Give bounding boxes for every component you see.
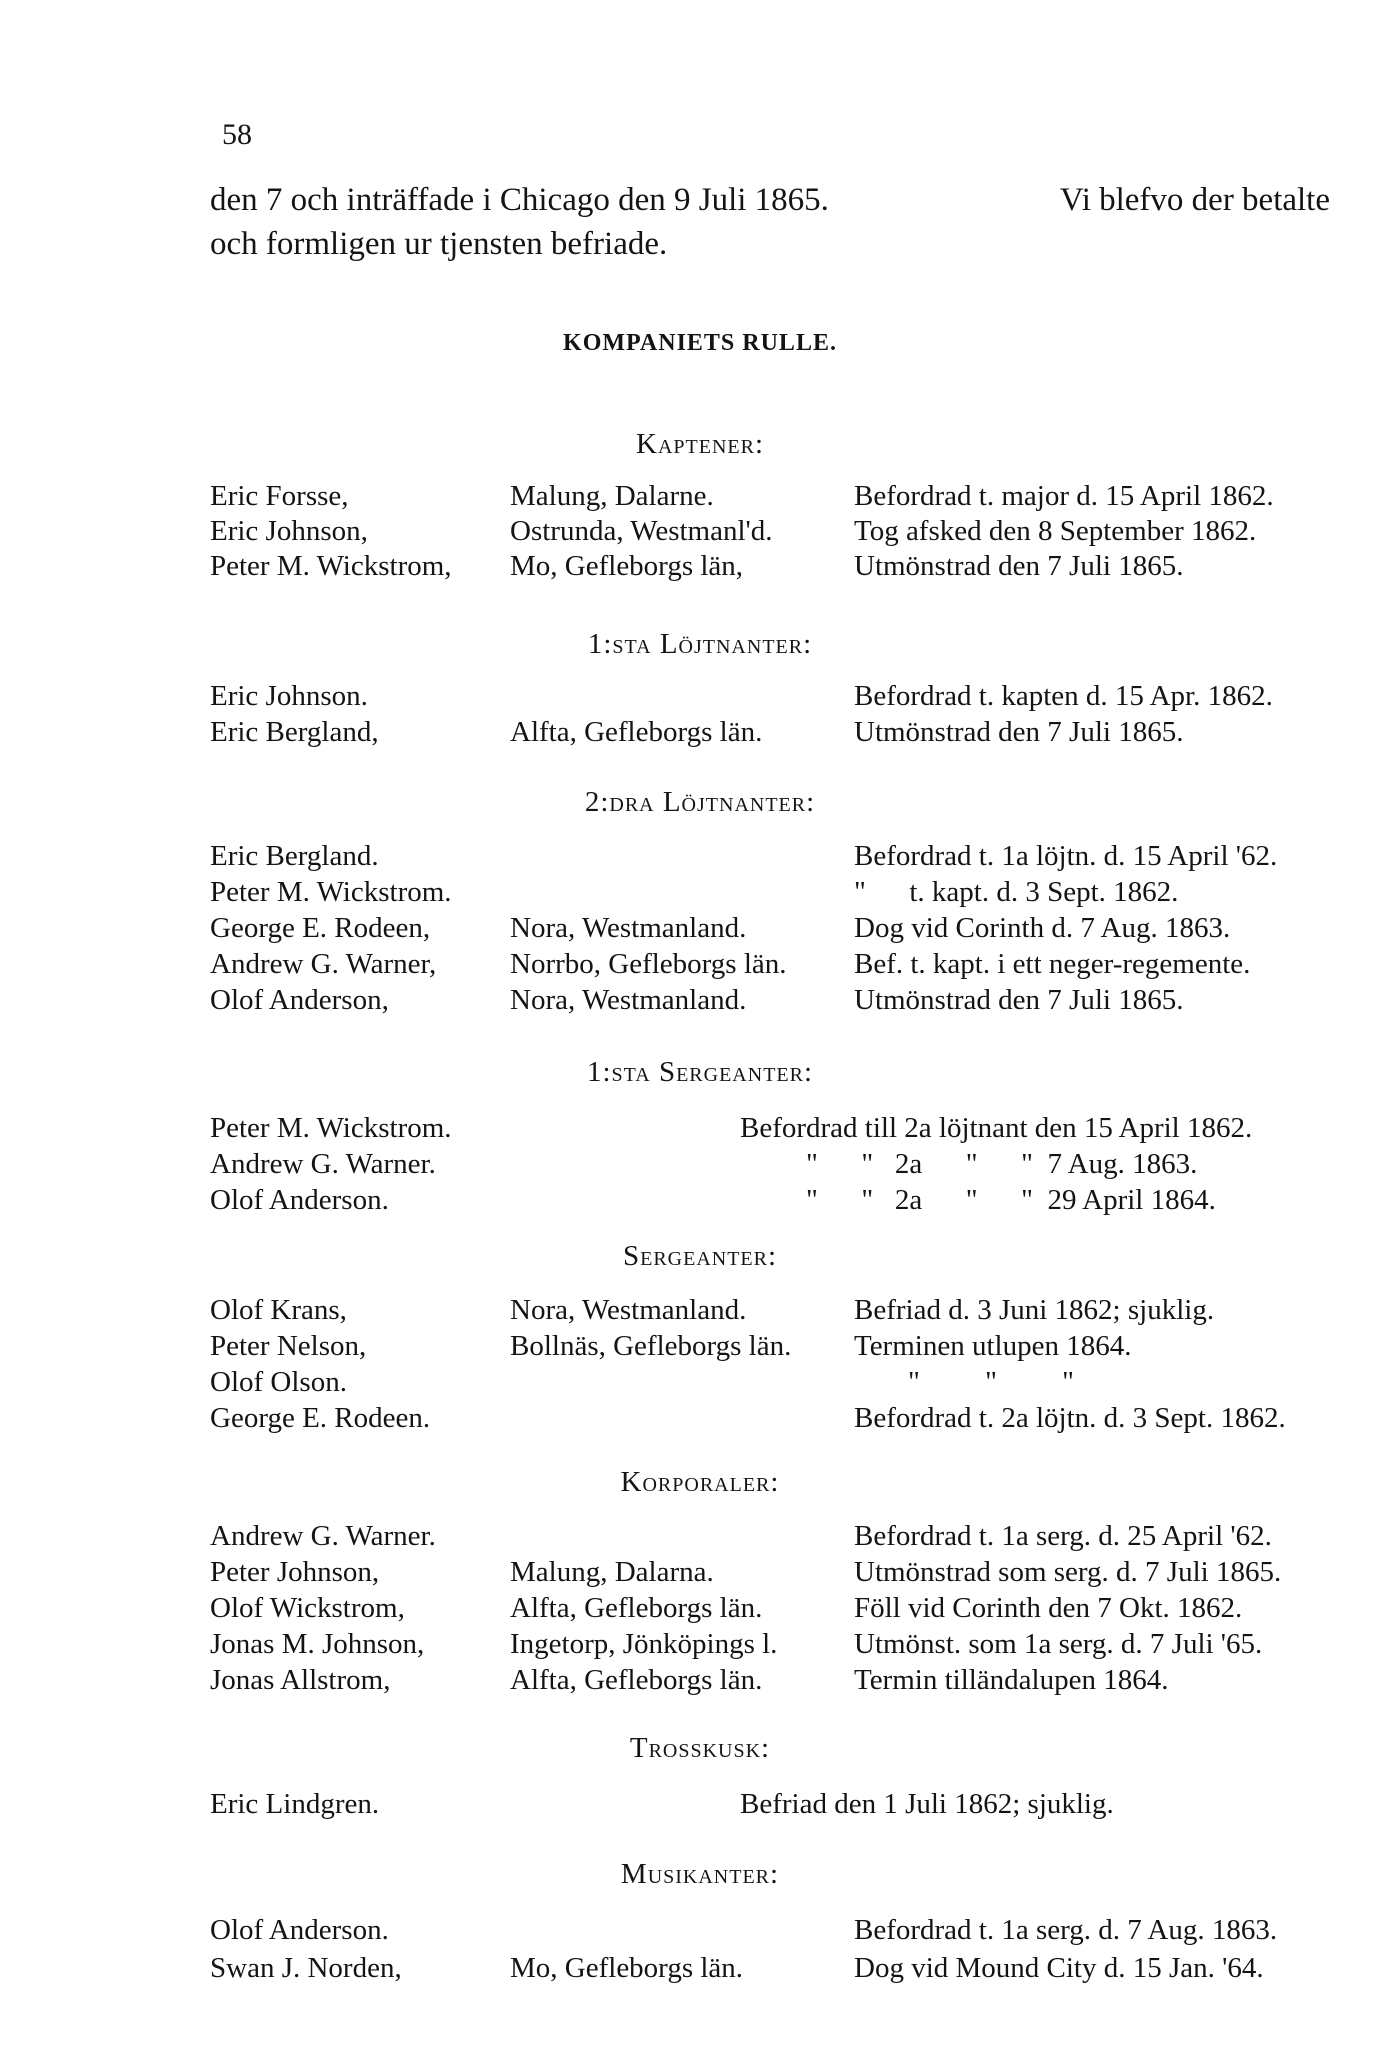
section-heading-trosskusk: Trosskusk: — [629, 1732, 771, 1764]
roster-row — [0, 1788, 1400, 1826]
intro-line-1 — [210, 178, 1330, 222]
roster-name: George E. Rodeen, — [210, 912, 431, 944]
roster-note: Föll vid Corinth den 7 Okt. 1862. — [854, 1592, 1243, 1624]
roster-note: Dog vid Mound City d. 15 Jan. '64. — [854, 1952, 1264, 1984]
roster-name: Olof Krans, — [210, 1294, 347, 1326]
roster-name: Peter M. Wickstrom, — [210, 550, 452, 582]
roster-row — [0, 984, 1400, 1022]
roster-note: Tog afsked den 8 September 1862. — [854, 515, 1257, 547]
roster-place: Alfta, Gefleborgs län. — [510, 1592, 763, 1624]
roster-name: Olof Anderson. — [210, 1914, 389, 1946]
roster-name: Andrew G. Warner, — [210, 948, 437, 980]
roster-row — [0, 480, 1400, 518]
roster-note: Bef. t. kapt. i ett neger-regemente. — [854, 948, 1251, 980]
roster-name: Jonas Allstrom, — [210, 1664, 391, 1696]
roster-note: Befordrad till 2a löjtnant den 15 April 1862. — [740, 1112, 1253, 1144]
roster-note: Befordrad t. 1a löjtn. d. 15 April '62. — [854, 840, 1278, 872]
roster-name: Olof Anderson, — [210, 984, 389, 1016]
roster-name: Andrew G. Warner. — [210, 1520, 436, 1552]
intro-paragraph — [210, 178, 1330, 266]
roster-note: Utmönstrad den 7 Juli 1865. — [854, 716, 1184, 748]
section-heading-musikanter: Musikanter: — [620, 1858, 780, 1890]
roster-row — [0, 680, 1400, 718]
section-heading-kaptener: Kaptener: — [636, 428, 764, 460]
roster-name: Peter Nelson, — [210, 1330, 367, 1362]
roster-place: Malung, Dalarna. — [510, 1556, 714, 1588]
roster-name: Olof Anderson. — [210, 1184, 389, 1216]
intro-line-1-right: Vi blefvo der betalte — [1059, 182, 1330, 218]
roster-name: Swan J. Norden, — [210, 1952, 402, 1984]
roster-name: Eric Johnson, — [210, 515, 368, 547]
section-heading-forsta-sergeanter: 1:sta Sergeanter: — [586, 1056, 814, 1088]
roster-note: Befordrad t. 1a serg. d. 25 April '62. — [854, 1520, 1272, 1552]
roster-name: Eric Lindgren. — [210, 1788, 380, 1820]
roster-note: Utmönstrad den 7 Juli 1865. — [854, 984, 1184, 1016]
roster-note: Dog vid Corinth d. 7 Aug. 1863. — [854, 912, 1231, 944]
roster-row — [0, 1330, 1400, 1368]
roster-row — [0, 1112, 1400, 1150]
roster-row — [0, 1952, 1400, 1990]
section-heading-forsta-lojtnanter: 1:sta Löjtnanter: — [587, 628, 813, 660]
roster-place: Ostrunda, Westmanl'd. — [510, 515, 773, 547]
roster-note: " " 2a " " 7 Aug. 1863. — [806, 1148, 1198, 1180]
roster-note: Termin tilländalupen 1864. — [854, 1664, 1169, 1696]
roster-row — [0, 840, 1400, 878]
roster-row — [0, 1294, 1400, 1332]
roster-name: Peter M. Wickstrom. — [210, 1112, 452, 1144]
roster-note: Utmönstrad som serg. d. 7 Juli 1865. — [854, 1556, 1282, 1588]
roster-place: Nora, Westmanland. — [510, 984, 747, 1016]
roster-note: Utmönst. som 1a serg. d. 7 Juli '65. — [854, 1628, 1263, 1660]
roster-row — [0, 716, 1400, 754]
roster-row — [0, 1628, 1400, 1666]
roster-row — [0, 1914, 1400, 1952]
roster-row — [0, 550, 1400, 588]
roster-row — [0, 1520, 1400, 1558]
roster-name: Eric Bergland. — [210, 840, 379, 872]
roster-place: Bollnäs, Gefleborgs län. — [510, 1330, 792, 1362]
roster-row — [0, 1664, 1400, 1702]
roster-row — [0, 1402, 1400, 1440]
roster-row — [0, 515, 1400, 553]
roster-note: Utmönstrad den 7 Juli 1865. — [854, 550, 1184, 582]
roster-row — [0, 1366, 1400, 1404]
roster-place: Alfta, Gefleborgs län. — [510, 1664, 763, 1696]
roster-note: Terminen utlupen 1864. — [854, 1330, 1132, 1362]
roster-place: Malung, Dalarne. — [510, 480, 714, 512]
roster-place: Ingetorp, Jönköpings l. — [510, 1628, 778, 1660]
roster-row — [0, 1184, 1400, 1222]
roster-place: Norrbo, Gefleborgs län. — [510, 948, 787, 980]
roster-name: Eric Forsse, — [210, 480, 349, 512]
main-heading: KOMPANIETS RULLE. — [563, 330, 837, 356]
roster-name: Peter M. Wickstrom. — [210, 876, 452, 908]
roster-note: Befriad d. 3 Juni 1862; sjuklig. — [854, 1294, 1215, 1326]
roster-place: Mo, Gefleborgs län. — [510, 1952, 744, 1984]
roster-row — [0, 912, 1400, 950]
roster-row — [0, 1148, 1400, 1186]
page-number: 58 — [222, 118, 252, 151]
roster-name: Jonas M. Johnson, — [210, 1628, 425, 1660]
roster-note: Befordrad t. major d. 15 April 1862. — [854, 480, 1274, 512]
section-heading-korporaler: Korporaler: — [620, 1466, 780, 1498]
roster-note: " t. kapt. d. 3 Sept. 1862. — [854, 876, 1179, 908]
roster-place: Mo, Gefleborgs län, — [510, 550, 744, 582]
roster-note: Befriad den 1 Juli 1862; sjuklig. — [740, 1788, 1114, 1820]
roster-note: Befordrad t. 2a löjtn. d. 3 Sept. 1862. — [854, 1402, 1286, 1434]
roster-row — [0, 1556, 1400, 1594]
section-heading-andra-lojtnanter: 2:dra Löjtnanter: — [584, 786, 816, 818]
roster-place: Nora, Westmanland. — [510, 912, 747, 944]
roster-name: Andrew G. Warner. — [210, 1148, 436, 1180]
roster-name: George E. Rodeen. — [210, 1402, 431, 1434]
roster-row — [0, 876, 1400, 914]
roster-note: Befordrad t. kapten d. 15 Apr. 1862. — [854, 680, 1273, 712]
roster-place: Nora, Westmanland. — [510, 1294, 747, 1326]
intro-line-2: och formligen ur tjensten befriade. — [210, 226, 668, 262]
roster-row — [0, 948, 1400, 986]
roster-name: Eric Bergland, — [210, 716, 379, 748]
intro-line-1-left: den 7 och inträffade i Chicago den 9 Juli 1865. — [210, 182, 829, 218]
roster-name: Olof Wickstrom, — [210, 1592, 405, 1624]
roster-note: " " 2a " " 29 April 1864. — [806, 1184, 1216, 1216]
roster-row — [0, 1592, 1400, 1630]
section-heading-sergeanter: Sergeanter: — [622, 1240, 778, 1272]
roster-note: Befordrad t. 1a serg. d. 7 Aug. 1863. — [854, 1914, 1278, 1946]
roster-name: Eric Johnson. — [210, 680, 368, 712]
roster-name: Olof Olson. — [210, 1366, 347, 1398]
roster-place: Alfta, Gefleborgs län. — [510, 716, 763, 748]
roster-name: Peter Johnson, — [210, 1556, 380, 1588]
roster-note: " " " — [908, 1366, 1075, 1398]
